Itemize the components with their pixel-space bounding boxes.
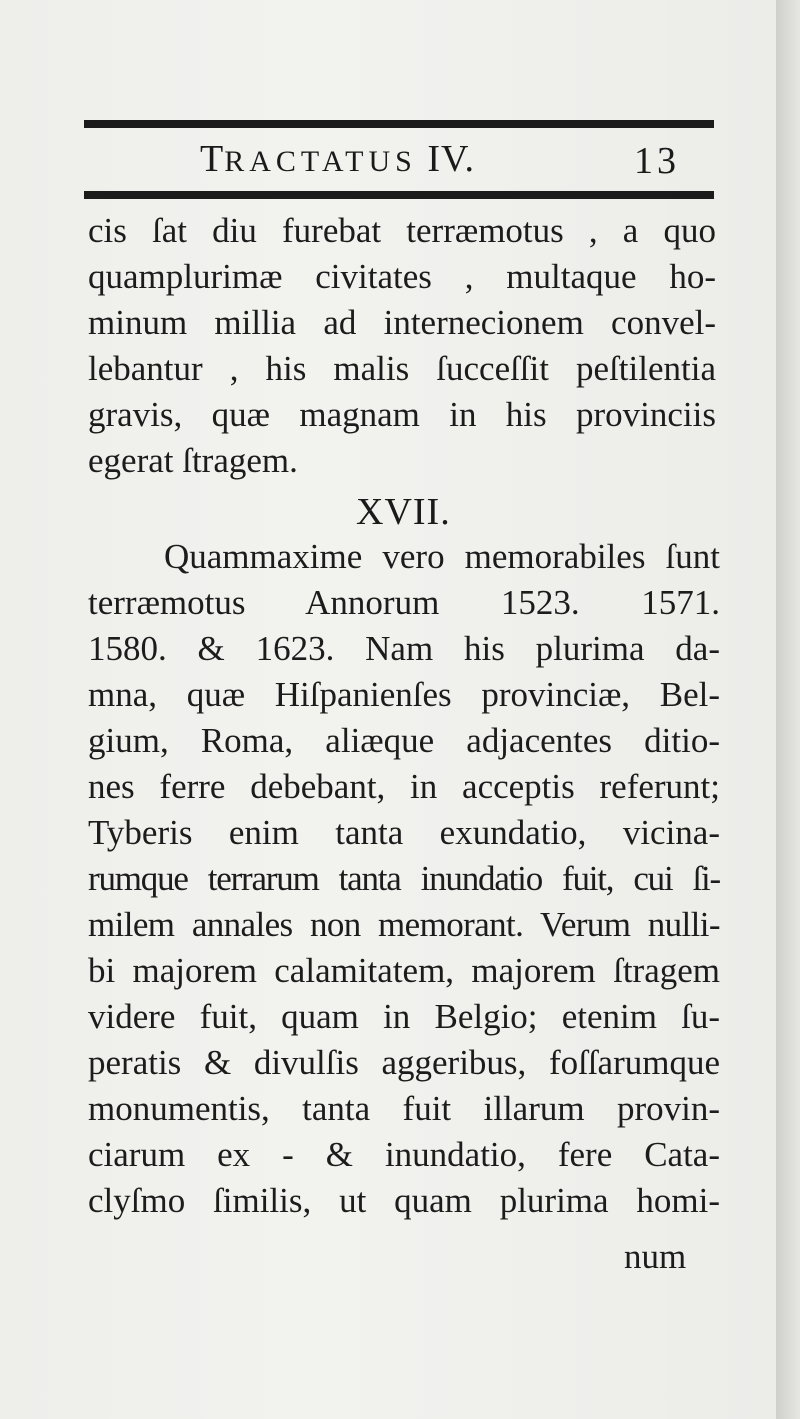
paragraph-continued	[88, 208, 716, 484]
running-head-initial: T	[200, 138, 225, 180]
text-line: Quammaxime vero memorabiles ſunt	[164, 537, 720, 576]
text-line: terræmotus Annorum 1523. 1571.	[88, 583, 720, 622]
text-line: minum millia ad internecionem convel-	[88, 303, 716, 342]
text-line: videre fuit, quam in Belgio; etenim ſu-	[88, 997, 720, 1036]
text-line: gium, Roma, aliæque adjacentes ditio-	[88, 721, 720, 760]
running-head-smallcaps: RACTATUS	[224, 145, 417, 178]
text-line: mna, quæ Hiſpanienſes provinciæ, Bel-	[88, 675, 720, 714]
header-rule-bottom	[84, 191, 714, 199]
text-line: ciarum ex - & inundatio, fere Cata-	[88, 1135, 720, 1174]
text-line: lebantur , his malis ſucceſſit peſtilentia	[88, 349, 716, 388]
paragraph-xvii	[88, 534, 720, 1224]
text-line: gravis, quæ magnam in his provinciis	[88, 395, 716, 434]
running-head	[200, 132, 475, 189]
text-line: egerat ſtragem.	[88, 441, 298, 480]
page-edge	[776, 0, 800, 1419]
text-line: monumentis, tanta fuit illarum provin-	[88, 1089, 720, 1128]
text-line: 1580. & 1623. Nam his plurima da-	[88, 629, 720, 668]
text-line: cis ſat diu furebat terræmotus , a quo	[88, 211, 716, 250]
page-number: 13	[634, 140, 680, 182]
section-heading: XVII.	[356, 491, 451, 533]
text-line: rumque terrarum tanta inundatio fuit, cui ſi-	[88, 859, 720, 898]
text-line: bi majorem calamitatem, majorem ſtragem	[88, 951, 720, 990]
catchword: num	[624, 1237, 687, 1276]
text-line: peratis & divulſis aggeribus, foſſarumque	[88, 1043, 720, 1082]
text-line: quamplurimæ civitates , multaque ho-	[88, 257, 716, 296]
text-line: Tyberis enim tanta exundatio, vicina-	[88, 813, 720, 852]
running-head-numeral: IV.	[427, 138, 476, 180]
text-line: milem annales non memorant. Verum nulli-	[88, 905, 720, 944]
header-rule-top	[84, 120, 714, 128]
text-line: clyſmo ſimilis, ut quam plurima homi-	[88, 1181, 720, 1220]
text-line: nes ferre debebant, in acceptis referunt;	[88, 767, 720, 806]
